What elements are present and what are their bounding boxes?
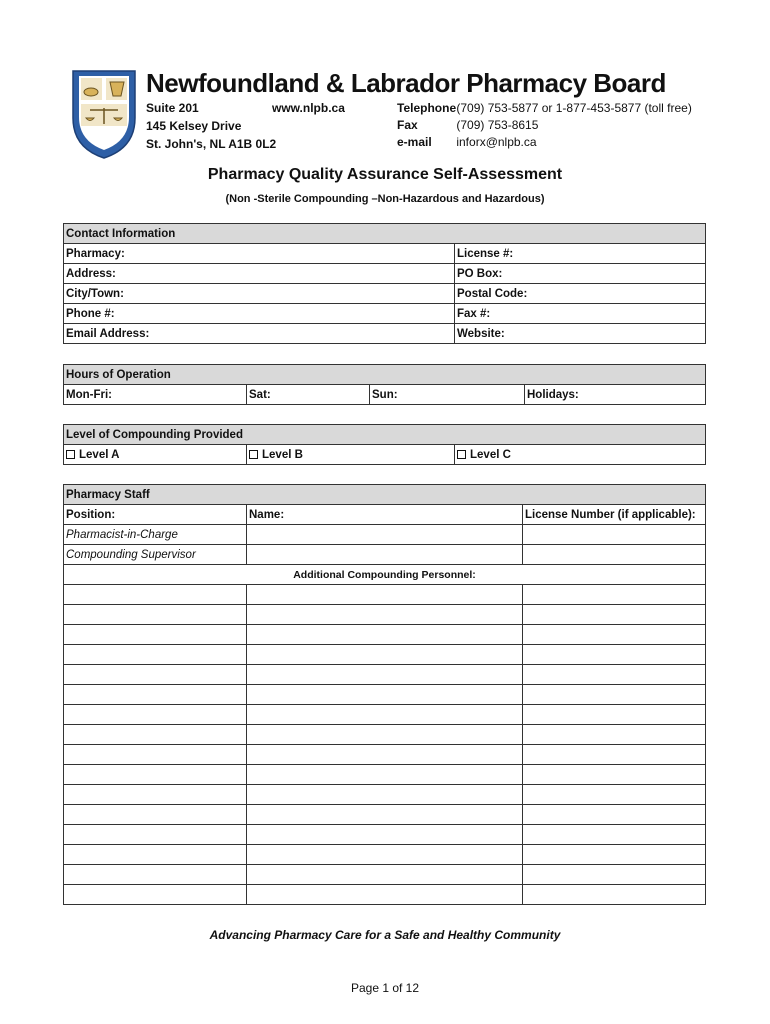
- name-cell[interactable]: [247, 785, 523, 805]
- position-cell[interactable]: [64, 645, 247, 665]
- position-cell[interactable]: [64, 845, 247, 865]
- license-cell[interactable]: [523, 625, 706, 645]
- position-cell[interactable]: [64, 765, 247, 785]
- mon-fri-field[interactable]: Mon-Fri:: [64, 385, 247, 405]
- blank-personnel-row: [64, 845, 706, 865]
- name-cell[interactable]: [247, 885, 523, 905]
- license-cell[interactable]: [523, 825, 706, 845]
- sun-field[interactable]: Sun:: [370, 385, 525, 405]
- license-cell[interactable]: [523, 745, 706, 765]
- document-title: Pharmacy Quality Assurance Self-Assessment: [207, 166, 563, 183]
- name-cell[interactable]: [247, 745, 523, 765]
- phone-field[interactable]: Phone #:: [64, 304, 455, 324]
- blank-personnel-row: [64, 785, 706, 805]
- license-cell[interactable]: [523, 865, 706, 885]
- address-field[interactable]: Address:: [64, 264, 455, 284]
- position-cell[interactable]: [64, 685, 247, 705]
- name-cell[interactable]: [247, 725, 523, 745]
- license-cell[interactable]: [523, 585, 706, 605]
- blank-personnel-row: [64, 685, 706, 705]
- document-subtitle: (Non -Sterile Compounding –Non-Hazardous and Hazardous): [225, 193, 545, 205]
- telephone-row: Telephone (709) 753-5877 or 1-877-453-5877 (toll free): [397, 101, 692, 115]
- position-label: Pharmacist-in-Charge: [64, 525, 247, 545]
- blank-personnel-row: [64, 865, 706, 885]
- blank-personnel-row: [64, 885, 706, 905]
- address-line: 145 Kelsey Drive: [146, 119, 242, 133]
- blank-personnel-row: [64, 725, 706, 745]
- license-cell[interactable]: [523, 885, 706, 905]
- section-heading: Level of Compounding Provided: [64, 425, 706, 445]
- position-cell[interactable]: [64, 665, 247, 685]
- blank-personnel-row: [64, 625, 706, 645]
- position-cell[interactable]: [64, 785, 247, 805]
- hours-table: [63, 364, 706, 405]
- website-link[interactable]: www.nlpb.ca: [272, 101, 345, 115]
- license-cell[interactable]: [523, 805, 706, 825]
- blank-personnel-row: [64, 705, 706, 725]
- license-cell[interactable]: [523, 725, 706, 745]
- column-header: License Number (if applicable):: [523, 505, 706, 525]
- license-cell[interactable]: [523, 545, 706, 565]
- name-cell[interactable]: [247, 685, 523, 705]
- fax-field[interactable]: Fax #:: [455, 304, 706, 324]
- position-cell[interactable]: [64, 605, 247, 625]
- position-cell[interactable]: [64, 825, 247, 845]
- name-cell[interactable]: [247, 805, 523, 825]
- blank-personnel-row: [64, 745, 706, 765]
- level-a-option[interactable]: Level A: [64, 445, 247, 465]
- blank-personnel-row: [64, 825, 706, 845]
- contact-block: [397, 100, 692, 151]
- level-b-option[interactable]: Level B: [247, 445, 455, 465]
- license-cell[interactable]: [523, 665, 706, 685]
- license-cell[interactable]: [523, 605, 706, 625]
- name-cell[interactable]: [247, 545, 523, 565]
- blank-personnel-row: [64, 585, 706, 605]
- additional-personnel-label: Additional Compounding Personnel:: [64, 565, 706, 585]
- blank-personnel-row: [64, 765, 706, 785]
- org-name: Newfoundland & Labrador Pharmacy Board: [146, 68, 666, 98]
- column-header: Position:: [64, 505, 247, 525]
- blank-personnel-row: [64, 605, 706, 625]
- compounding-level-table: [63, 424, 706, 465]
- name-cell[interactable]: [247, 825, 523, 845]
- section-heading: Contact Information: [64, 224, 706, 244]
- position-cell[interactable]: [64, 585, 247, 605]
- license-cell[interactable]: [523, 845, 706, 865]
- po-box-field[interactable]: PO Box:: [455, 264, 706, 284]
- section-heading: Pharmacy Staff: [64, 485, 706, 505]
- footer-tagline: Advancing Pharmacy Care for a Safe and Healthy Community: [209, 928, 561, 942]
- checkbox-icon[interactable]: [457, 450, 466, 459]
- position-cell[interactable]: [64, 725, 247, 745]
- license-cell[interactable]: [523, 645, 706, 665]
- name-cell[interactable]: [247, 645, 523, 665]
- name-cell[interactable]: [247, 525, 523, 545]
- position-cell[interactable]: [64, 625, 247, 645]
- name-cell[interactable]: [247, 765, 523, 785]
- blank-personnel-row: [64, 805, 706, 825]
- email-row: e-mail inforx@nlpb.ca: [397, 135, 537, 149]
- checkbox-icon[interactable]: [249, 450, 258, 459]
- license-cell[interactable]: [523, 705, 706, 725]
- pharmacy-field[interactable]: Pharmacy:: [64, 244, 455, 264]
- position-label: Compounding Supervisor: [64, 545, 247, 565]
- blank-personnel-row: [64, 665, 706, 685]
- column-header: Name:: [247, 505, 523, 525]
- address-block: [146, 99, 276, 153]
- license-cell[interactable]: [523, 525, 706, 545]
- email-field[interactable]: Email Address:: [64, 324, 455, 344]
- section-heading: Hours of Operation: [64, 365, 706, 385]
- license-cell[interactable]: [523, 785, 706, 805]
- position-cell[interactable]: [64, 745, 247, 765]
- holidays-field[interactable]: Holidays:: [525, 385, 706, 405]
- position-cell[interactable]: [64, 865, 247, 885]
- name-cell[interactable]: [247, 705, 523, 725]
- position-cell[interactable]: [64, 805, 247, 825]
- license-field[interactable]: License #:: [455, 244, 706, 264]
- address-line: St. John's, NL A1B 0L2: [146, 137, 277, 151]
- level-c-option[interactable]: Level C: [455, 445, 706, 465]
- postal-code-field[interactable]: Postal Code:: [455, 284, 706, 304]
- name-cell[interactable]: [247, 585, 523, 605]
- address-line: Suite 201: [146, 101, 199, 115]
- license-cell[interactable]: [523, 765, 706, 785]
- blank-personnel-row: [64, 645, 706, 665]
- website-field[interactable]: Website:: [455, 324, 706, 344]
- sat-field[interactable]: Sat:: [247, 385, 370, 405]
- name-cell[interactable]: [247, 605, 523, 625]
- pharmacy-staff-table: [63, 484, 706, 905]
- position-cell[interactable]: [64, 885, 247, 905]
- name-cell[interactable]: [247, 865, 523, 885]
- name-cell[interactable]: [247, 845, 523, 865]
- checkbox-icon[interactable]: [66, 450, 75, 459]
- fax-row: Fax (709) 753-8615: [397, 118, 539, 132]
- position-cell[interactable]: [64, 705, 247, 725]
- name-cell[interactable]: [247, 625, 523, 645]
- license-cell[interactable]: [523, 685, 706, 705]
- contact-info-table: [63, 223, 706, 344]
- nlpb-crest-logo: [70, 68, 138, 160]
- page-number: Page 1 of 12: [350, 981, 420, 995]
- city-field[interactable]: City/Town:: [64, 284, 455, 304]
- name-cell[interactable]: [247, 665, 523, 685]
